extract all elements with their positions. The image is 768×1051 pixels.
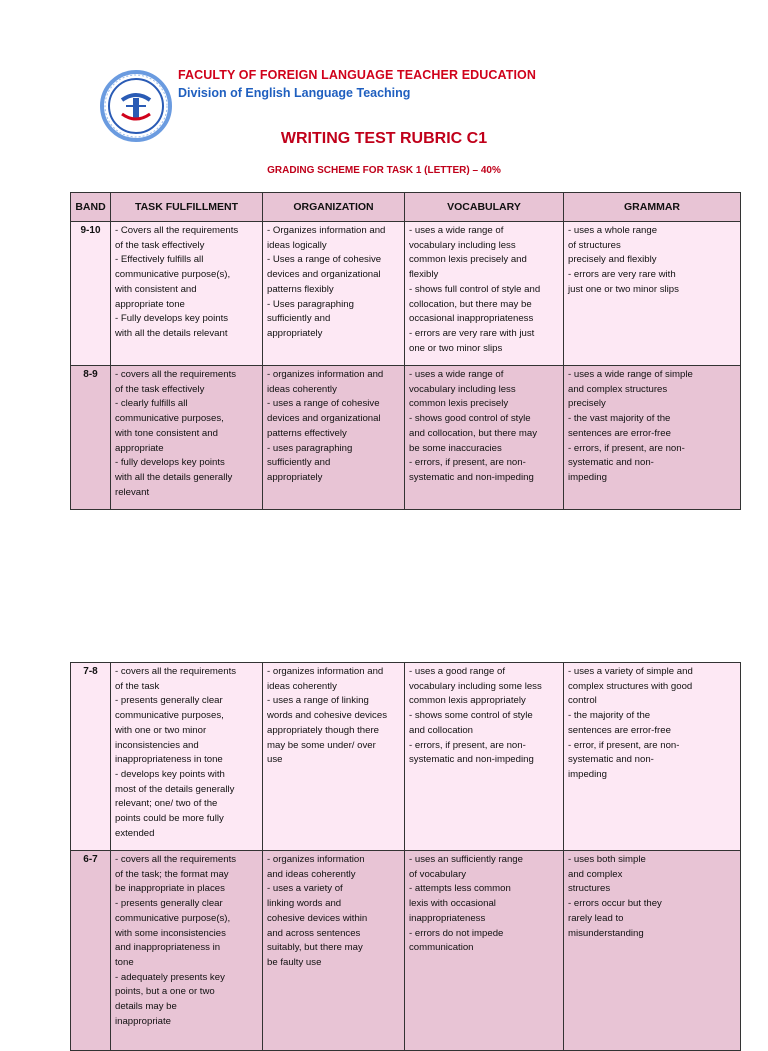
cell-text-line: use [267, 754, 283, 766]
cell-text-line: impeding [568, 768, 607, 780]
cell-text-line: systematic and non- [568, 457, 654, 469]
cell-text-line: suitably, but there may [267, 942, 363, 954]
cell-text-line: communication [409, 942, 474, 954]
vocabulary-cell [405, 366, 564, 510]
cell-text-line: sentences are error-free [568, 427, 671, 439]
rubric-table-part2 [70, 662, 741, 1051]
cell-text-line: - uses a wide range of simple [568, 369, 693, 380]
cell-text-line: - clearly fulfills all [115, 398, 188, 410]
cell-text-line: - adequately presents key [115, 971, 225, 983]
document-title: WRITING TEST RUBRIC C1 [280, 130, 488, 147]
cell-text-line: - organizes information and [267, 666, 384, 677]
cell-text-line: - uses a wide range of [409, 369, 504, 380]
cell-text-line: - attempts less common [409, 883, 511, 895]
cell-text-line: with consistent and [115, 283, 197, 295]
cell-text-line: appropriately though there [267, 724, 380, 736]
cell-text-line: most of the details generally [115, 783, 235, 795]
cell-text-line: - covers all the requirements [115, 666, 237, 677]
cell-text-line: tone [115, 956, 134, 968]
cell-text-line: and ideas coherently [267, 868, 356, 880]
cell-text-line: sufficiently and [267, 457, 331, 469]
cell-text-line: - errors, if present, are non- [409, 457, 526, 469]
cell-text-line: patterns flexibly [267, 283, 334, 295]
cell-text-line: - Uses a range of cohesive [267, 254, 382, 266]
cell-text-line: of the task; the format may [115, 868, 229, 880]
cell-text-line: - shows full control of style and [409, 283, 541, 295]
vocabulary-cell [405, 222, 564, 366]
cell-text-line: common lexis precisely [409, 398, 509, 410]
cell-text-line: of vocabulary [409, 868, 467, 880]
cell-text-line: - errors are very rare with just [409, 327, 535, 339]
column-header-band: BAND [71, 193, 111, 222]
task-fulfillment-cell [111, 851, 263, 1051]
cell-text-line: inappropriate [115, 1015, 172, 1027]
cell-text-line: be faulty use [267, 956, 322, 968]
cell-text-line: extended [115, 827, 155, 839]
cell-text-line: inconsistencies and [115, 739, 199, 751]
cell-text-line: - Organizes information and [267, 225, 386, 236]
cell-text-line: impeding [568, 471, 607, 483]
cell-text-line: with tone consistent and [115, 427, 218, 439]
cell-text-line: of structures [568, 239, 621, 251]
table-header-row [71, 193, 741, 222]
cell-text-line: communicative purpose(s), [115, 912, 231, 924]
band-cell: 8-9 [71, 366, 111, 510]
cell-text-line: - uses a wide range of [409, 225, 504, 236]
cell-text-line: vocabulary including less [409, 239, 516, 251]
column-header-task-fulfillment: TASK FULFILLMENT [111, 193, 263, 222]
cell-text-line: - the majority of the [568, 710, 651, 722]
cell-text-line: patterns effectively [267, 427, 347, 439]
cell-text-line: structures [568, 883, 611, 895]
document-subtitle: GRADING SCHEME FOR TASK 1 (LETTER) – 40% [267, 165, 501, 176]
cell-text-line: - the vast majority of the [568, 413, 671, 425]
cell-text-line: - organizes information and [267, 369, 384, 380]
cell-text-line: - uses paragraphing [267, 442, 353, 454]
cell-text-line: - uses a good range of [409, 666, 506, 677]
cell-text-line: systematic and non-impeding [409, 754, 534, 766]
division-name: Division of English Language Teaching [178, 86, 411, 100]
cell-text-line: common lexis appropriately [409, 695, 526, 707]
band-cell: 6-7 [71, 851, 111, 1051]
cell-text-line: inappropriateness in tone [115, 754, 223, 766]
organization-cell [263, 366, 405, 510]
cell-text-line: common lexis precisely and [409, 254, 527, 266]
cell-text-line: inappropriateness [409, 912, 486, 924]
cell-text-line: - uses both simple [568, 854, 646, 865]
grammar-cell [564, 366, 741, 510]
cell-text-line: just one or two minor slips [568, 283, 679, 295]
cell-text-line: misunderstanding [568, 927, 644, 939]
cell-text-line: complex structures with good [568, 680, 693, 692]
cell-text-line: - uses an sufficiently range [409, 854, 523, 865]
organization-cell [263, 851, 405, 1051]
cell-text-line: rarely lead to [568, 912, 624, 924]
organization-cell [263, 663, 405, 851]
cell-text-line: - errors do not impede [409, 927, 504, 939]
cell-text-line: may be some under/ over [267, 739, 376, 751]
cell-text-line: and collocation, but there may [409, 427, 537, 439]
cell-text-line: - Effectively fulfills all [115, 254, 204, 266]
cell-text-line: communicative purposes, [115, 710, 224, 722]
cell-text-line: - Covers all the requirements [115, 225, 239, 236]
cell-text-line: - presents generally clear [115, 898, 223, 910]
cell-text-line: sentences are error-free [568, 724, 671, 736]
cell-text-line: vocabulary including some less [409, 680, 542, 692]
cell-text-line: and across sentences [267, 927, 361, 939]
table-row [71, 663, 741, 851]
cell-text-line: - develops key points with [115, 768, 225, 780]
cell-text-line: devices and organizational [267, 413, 381, 425]
cell-text-line: details may be [115, 1001, 177, 1013]
cell-text-line: and complex [568, 868, 623, 880]
cell-text-line: appropriately [267, 471, 323, 483]
column-header-organization: ORGANIZATION [263, 193, 405, 222]
task-fulfillment-cell [111, 366, 263, 510]
cell-text-line: communicative purpose(s), [115, 269, 231, 281]
cell-text-line: precisely and flexibly [568, 254, 657, 266]
organization-cell [263, 222, 405, 366]
cell-text-line: relevant; one/ two of the [115, 798, 218, 810]
cell-text-line: linking words and [267, 898, 342, 910]
cell-text-line: - error, if present, are non- [568, 739, 680, 751]
cell-text-line: sufficiently and [267, 313, 331, 325]
table-row [71, 851, 741, 1051]
cell-text-line: points could be more fully [115, 813, 224, 825]
cell-text-line: - uses a whole range [568, 225, 658, 236]
cell-text-line: and inappropriateness in [115, 942, 221, 954]
rubric-table-part1 [70, 192, 741, 510]
cell-text-line: systematic and non-impeding [409, 471, 534, 483]
cell-text-line: with all the details relevant [115, 327, 228, 339]
cell-text-line: be inappropriate in places [115, 883, 225, 895]
cell-text-line: appropriate tone [115, 298, 185, 310]
cell-text-line: vocabulary including less [409, 383, 516, 395]
cell-text-line: - Uses paragraphing [267, 298, 354, 310]
cell-text-line: one or two minor slips [409, 342, 503, 354]
faculty-name: FACULTY OF FOREIGN LANGUAGE TEACHER EDUCATION [178, 68, 536, 82]
cell-text-line: and complex structures [568, 383, 668, 395]
vocabulary-cell [405, 851, 564, 1051]
cell-text-line: points, but a one or two [115, 986, 215, 998]
cell-text-line: appropriately [267, 327, 323, 339]
cell-text-line: appropriate [115, 442, 164, 454]
cell-text-line: precisely [568, 398, 606, 410]
cell-text-line: occasional inappropriateness [409, 313, 534, 325]
table-row [71, 222, 741, 366]
grammar-cell [564, 851, 741, 1051]
cell-text-line: ideas coherently [267, 680, 337, 692]
cell-text-line: with all the details generally [115, 471, 233, 483]
cell-text-line: - covers all the requirements [115, 854, 237, 865]
cell-text-line: - uses a variety of [267, 883, 343, 895]
cell-text-line: - errors, if present, are non- [409, 739, 526, 751]
cell-text-line: - presents generally clear [115, 695, 223, 707]
cell-text-line: collocation, but there may be [409, 298, 532, 310]
cell-text-line: devices and organizational [267, 269, 381, 281]
cell-text-line: flexibly [409, 269, 439, 281]
vocabulary-cell [405, 663, 564, 851]
cell-text-line: with some inconsistencies [115, 927, 226, 939]
header [178, 68, 536, 100]
cell-text-line: - uses a range of cohesive [267, 398, 380, 410]
grammar-cell [564, 222, 741, 366]
cell-text-line: - errors are very rare with [568, 269, 676, 281]
column-header-grammar: GRAMMAR [564, 193, 741, 222]
cell-text-line: - uses a range of linking [267, 695, 369, 707]
cell-text-line: communicative purposes, [115, 413, 224, 425]
cell-text-line: - shows good control of style [409, 413, 531, 425]
cell-text-line: lexis with occasional [409, 898, 496, 910]
cell-text-line: - shows some control of style [409, 710, 533, 722]
cell-text-line: ideas coherently [267, 383, 337, 395]
cell-text-line: of the task effectively [115, 239, 205, 251]
cell-text-line: of the task effectively [115, 383, 205, 395]
cell-text-line: and collocation [409, 724, 474, 736]
band-cell: 7-8 [71, 663, 111, 851]
cell-text-line: - fully develops key points [115, 457, 225, 469]
cell-text-line: - uses a variety of simple and [568, 666, 693, 677]
cell-text-line: - errors occur but they [568, 898, 662, 910]
cell-text-line: systematic and non- [568, 754, 654, 766]
cell-text-line: relevant [115, 486, 150, 498]
cell-text-line: of the task [115, 680, 160, 692]
band-cell: 9-10 [71, 222, 111, 366]
cell-text-line: ideas logically [267, 239, 327, 251]
cell-text-line: control [568, 695, 597, 707]
cell-text-line: cohesive devices within [267, 912, 368, 924]
cell-text-line: - errors, if present, are non- [568, 442, 685, 454]
cell-text-line: - organizes information [267, 854, 365, 865]
cell-text-line: be some inaccuracies [409, 442, 502, 454]
task-fulfillment-cell [111, 663, 263, 851]
cell-text-line: with one or two minor [115, 724, 207, 736]
grammar-cell [564, 663, 741, 851]
cell-text-line: - Fully develops key points [115, 313, 229, 325]
column-header-vocabulary: VOCABULARY [405, 193, 564, 222]
task-fulfillment-cell [111, 222, 263, 366]
cell-text-line: words and cohesive devices [267, 710, 387, 722]
table-row [71, 366, 741, 510]
cell-text-line: - covers all the requirements [115, 369, 237, 380]
